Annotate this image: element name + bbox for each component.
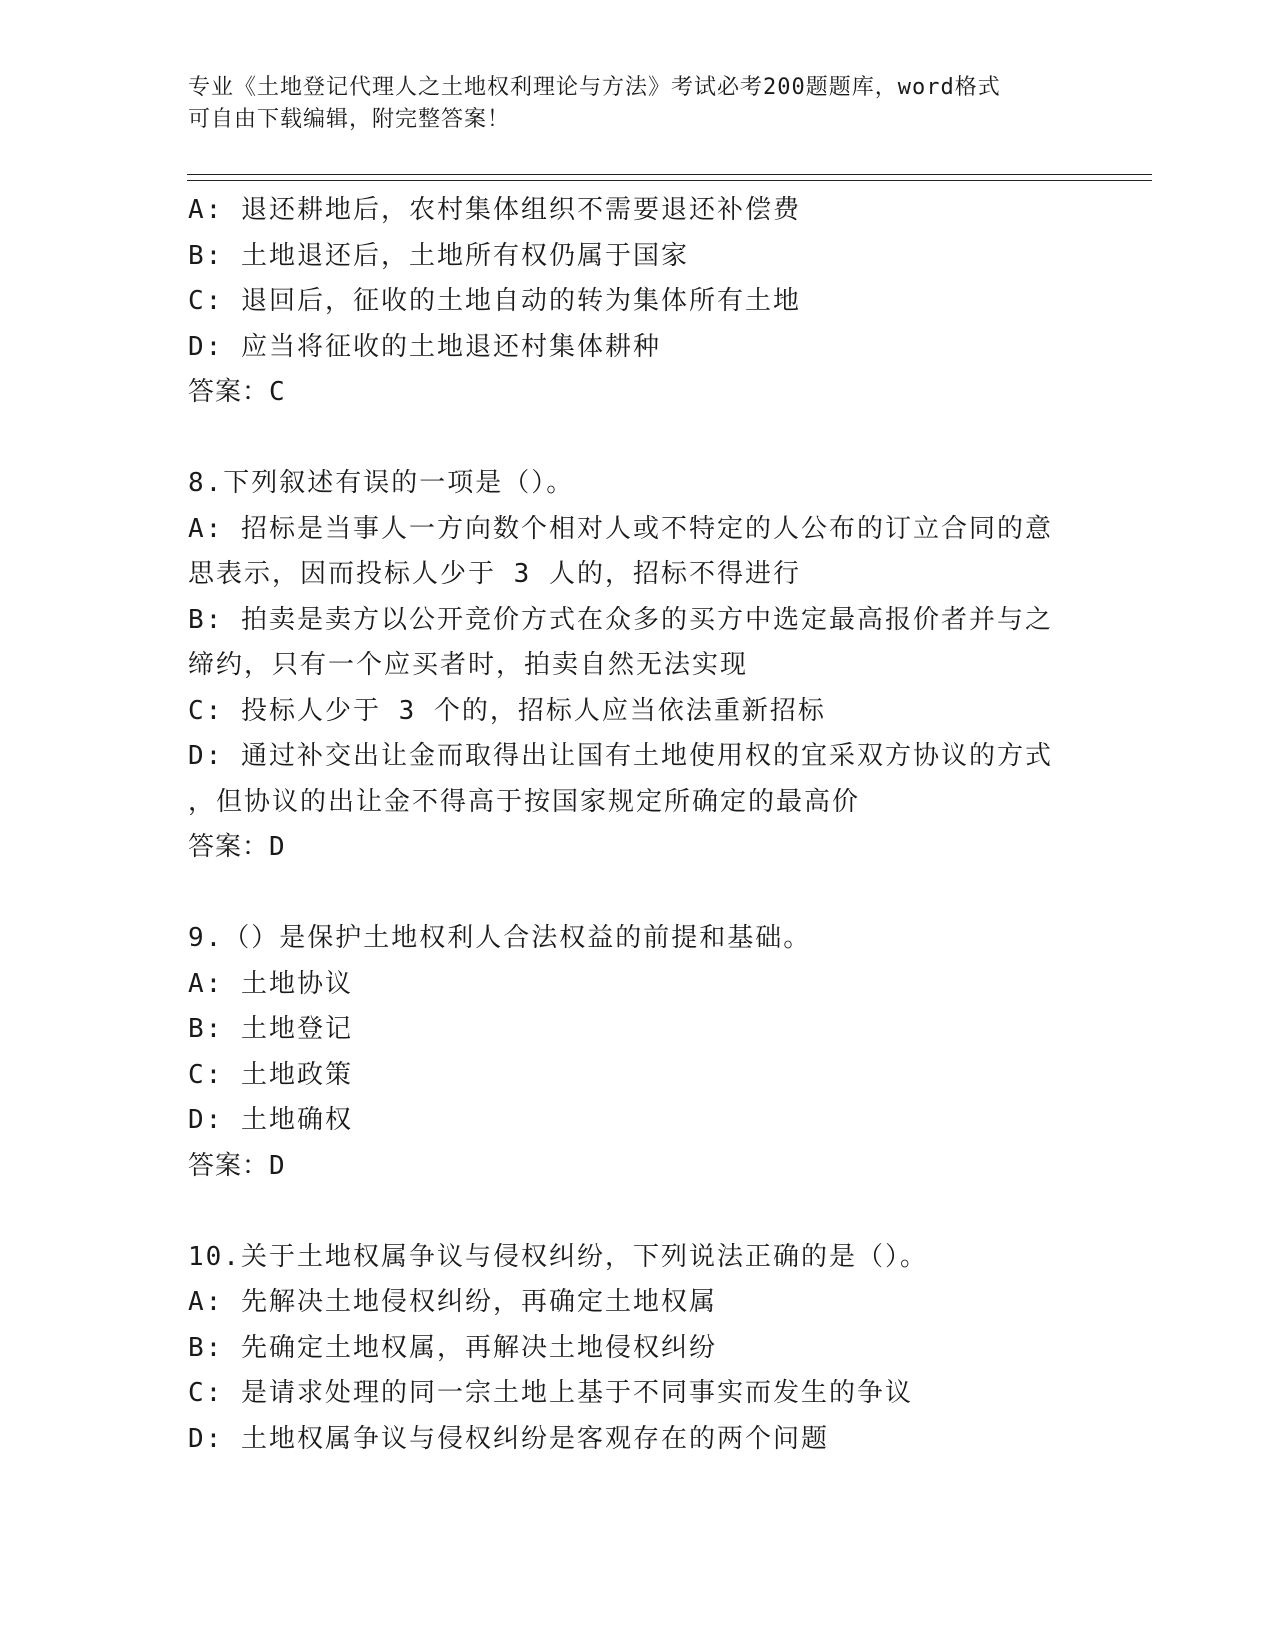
option-d: D: 通过补交出让金而取得出让国有土地使用权的宜采双方协议的方式 xyxy=(188,741,1053,771)
spacer xyxy=(188,1189,1068,1235)
header-line-1: 专业《土地登记代理人之土地权利理论与方法》考试必考200题题库，word格式 xyxy=(188,75,1001,100)
option-a: A: 土地协议 xyxy=(188,968,353,999)
answer: 答案：D xyxy=(188,1150,286,1181)
option-a: A: 招标是当事人一方向数个相对人或不特定的人公布的订立合同的意 xyxy=(188,513,1053,544)
question-stem: 8.下列叙述有误的一项是（）。 xyxy=(188,468,575,498)
option-d-cont: ，但协议的出让金不得高于按国家规定所确定的最高价 xyxy=(188,786,861,817)
header-rule-bottom xyxy=(187,180,1152,181)
option-b: B: 土地登记 xyxy=(188,1014,353,1044)
header-line-2: 可自由下载编辑，附完整答案！ xyxy=(188,107,511,132)
question-block-10 xyxy=(188,1235,1068,1463)
option-d: D: 土地确权 xyxy=(188,1105,353,1135)
option-b: B: 先确定土地权属，再解决土地侵权纠纷 xyxy=(188,1332,717,1363)
header-rule-top xyxy=(187,174,1152,175)
question-stem: 10.关于土地权属争议与侵权纠纷，下列说法正确的是（）。 xyxy=(188,1241,928,1272)
option-a: A: 先解决土地侵权纠纷，再确定土地权属 xyxy=(188,1287,717,1317)
option-a-cont: 思表示，因而投标人少于 3 人的，招标不得进行 xyxy=(188,559,801,589)
spacer xyxy=(188,416,1068,462)
question-stem: 9.（）是保护土地权利人合法权益的前提和基础。 xyxy=(188,923,812,953)
option-c: C: 投标人少于 3 个的，招标人应当依法重新招标 xyxy=(188,695,826,726)
question-block-prev xyxy=(188,188,1068,416)
spacer xyxy=(188,871,1068,917)
option-b-cont: 缔约，只有一个应买者时，拍卖自然无法实现 xyxy=(188,650,749,680)
document-header xyxy=(188,72,1068,136)
question-list xyxy=(188,188,1068,1462)
option-b: B: 拍卖是卖方以公开竞价方式在众多的买方中选定最高报价者并与之 xyxy=(188,604,1053,635)
option-b: B: 土地退还后，土地所有权仍属于国家 xyxy=(188,240,689,271)
question-block-9 xyxy=(188,916,1068,1189)
option-a: A: 退还耕地后，农村集体组织不需要退还补偿费 xyxy=(188,195,801,225)
question-block-8 xyxy=(188,461,1068,871)
answer: 答案：C xyxy=(188,377,286,407)
option-d: D: 应当将征收的土地退还村集体耕种 xyxy=(188,331,661,362)
option-c: C: 土地政策 xyxy=(188,1059,353,1090)
option-c: C: 是请求处理的同一宗土地上基于不同事实而发生的争议 xyxy=(188,1378,913,1408)
option-d: D: 土地权属争议与侵权纠纷是客观存在的两个问题 xyxy=(188,1423,829,1454)
answer: 答案：D xyxy=(188,832,286,862)
option-c: C: 退回后，征收的土地自动的转为集体所有土地 xyxy=(188,286,801,316)
